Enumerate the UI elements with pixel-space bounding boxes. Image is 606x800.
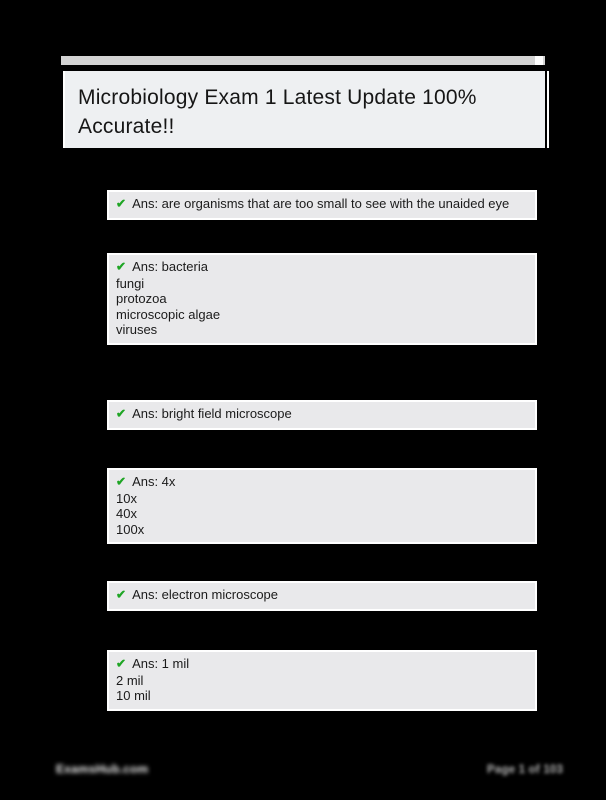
answer-text: protozoa: [116, 291, 167, 306]
check-icon: ✔: [116, 656, 127, 671]
answer-text: Ans: 1 mil: [132, 656, 190, 671]
answer-box: [107, 650, 537, 711]
answer-box: [107, 190, 537, 220]
answer-text: fungi: [116, 275, 145, 291]
page-title: Microbiology Exam 1 Latest Update 100% Accurate!!: [78, 86, 477, 138]
watermark-left: ExamsHub.com: [56, 762, 149, 776]
answer-text: Ans: bacteria: [132, 259, 208, 274]
title-box: [57, 71, 547, 148]
answer-text: 10x: [116, 490, 137, 506]
check-icon: ✔: [116, 587, 127, 602]
answer-box: [107, 400, 537, 430]
check-icon: ✔: [116, 406, 127, 421]
answer-text: 2 mil: [116, 672, 144, 688]
check-icon: ✔: [116, 259, 127, 274]
answer-box: [107, 581, 537, 611]
answer-text: Ans: 4x: [132, 474, 176, 489]
check-icon: ✔: [116, 196, 127, 211]
answer-text: Ans: electron microscope: [132, 587, 279, 602]
answer-text: 40x: [116, 506, 137, 521]
answer-text: viruses: [116, 322, 158, 337]
answer-box: [107, 253, 537, 345]
answer-text: 100x: [116, 521, 145, 537]
answer-text: Ans: bright field microscope: [132, 406, 292, 421]
answer-text: 10 mil: [116, 688, 151, 703]
check-icon: ✔: [116, 474, 127, 489]
answer-box: [107, 468, 537, 544]
watermark-right: Page 1 of 103: [487, 764, 564, 776]
answer-text: Ans: are organisms that are too small to see with the unaided eye: [132, 196, 510, 211]
answer-text: microscopic algae: [116, 306, 221, 322]
top-accent-bar: [61, 56, 545, 65]
